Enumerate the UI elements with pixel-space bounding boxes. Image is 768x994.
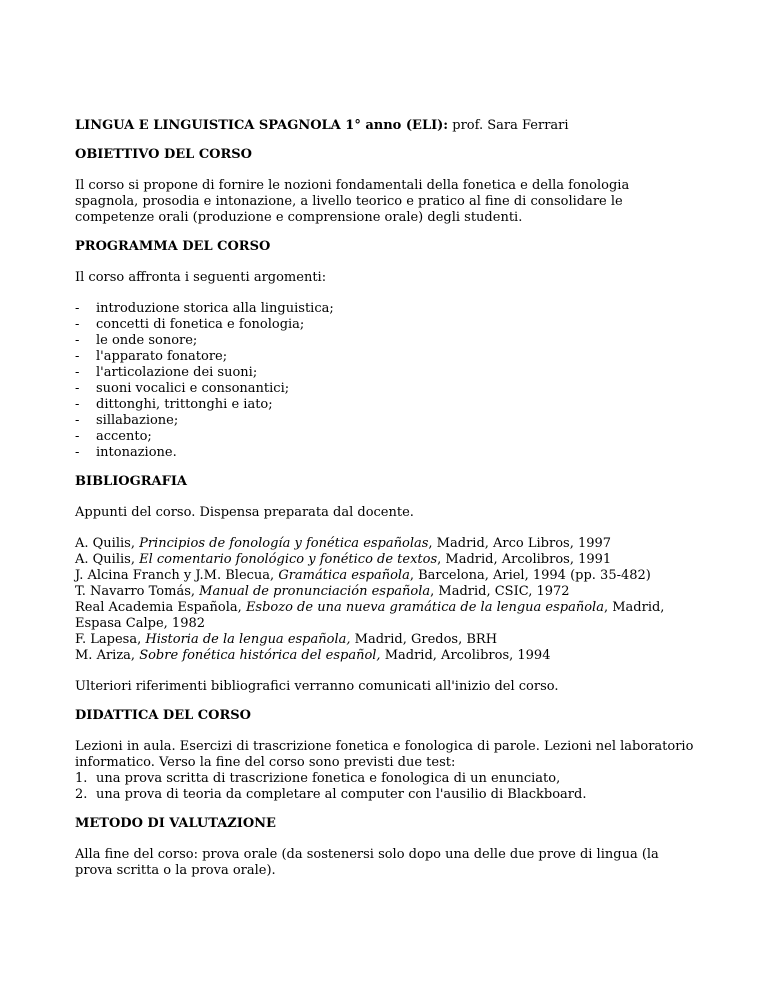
list-item: 1. una prova scritta di trascrizione fonetica e fonologica di un enunciato, bbox=[75, 771, 561, 786]
section-heading-obiettivo: OBIETTIVO DEL CORSO bbox=[75, 147, 253, 162]
list-item: - suoni vocalici e consonantici; bbox=[75, 381, 290, 396]
bullet-dash: - bbox=[75, 333, 80, 348]
section-heading-didattica: DIDATTICA DEL CORSO bbox=[75, 708, 251, 723]
paragraph-line: informatico. Verso la fine del corso sono previsti due test: bbox=[75, 755, 456, 770]
list-item: - le onde sonore; bbox=[75, 333, 198, 348]
paragraph-line: Il corso si propone di fornire le nozioni fondamentali della fonetica e della fonologia bbox=[75, 178, 630, 193]
bibliografia-intro: Appunti del corso. Dispensa preparata dal docente. bbox=[75, 505, 414, 520]
reference-item: Espasa Calpe, 1982 bbox=[75, 616, 206, 631]
list-item: - l'apparato fonatore; bbox=[75, 349, 228, 364]
bullet-dash: - bbox=[75, 317, 80, 332]
bullet-dash: - bbox=[75, 301, 80, 316]
programma-intro: Il corso affronta i seguenti argomenti: bbox=[75, 270, 327, 285]
paragraph-line: Alla fine del corso: prova orale (da sostenersi solo dopo una delle due prove di lingua (la bbox=[75, 847, 659, 862]
bibliografia-note: Ulteriori riferimenti bibliografici verranno comunicati all'inizio del corso. bbox=[75, 679, 559, 694]
bullet-dash: - bbox=[75, 445, 80, 460]
list-item: - concetti di fonetica e fonologia; bbox=[75, 317, 305, 332]
paragraph-line: competenze orali (produzione e comprensione orale) degli studenti. bbox=[75, 210, 523, 225]
bullet-dash: - bbox=[75, 429, 80, 444]
list-item: - introduzione storica alla linguistica; bbox=[75, 301, 334, 316]
list-item: - dittonghi, trittonghi e iato; bbox=[75, 397, 273, 412]
bullet-dash: - bbox=[75, 413, 80, 428]
paragraph-line: Lezioni in aula. Esercizi di trascrizione fonetica e fonologica di parole. Lezioni nel laboratorio bbox=[75, 739, 694, 754]
paragraph-line: prova scritta o la prova orale). bbox=[75, 863, 276, 878]
list-item: 2. una prova di teoria da completare al computer con l'ausilio di Blackboard. bbox=[75, 787, 587, 802]
valutazione-paragraph bbox=[75, 847, 715, 879]
document-page bbox=[75, 118, 715, 879]
reference-item: A. Quilis, El comentario fonológico y fonético de textos, Madrid, Arcolibros, 1991 bbox=[75, 552, 612, 567]
section-heading-bibliografia: BIBLIOGRAFIA bbox=[75, 474, 187, 489]
topics-list bbox=[75, 301, 715, 461]
reference-item: J. Alcina Franch y J.M. Blecua, Gramática española, Barcelona, Ariel, 1994 (pp. 35-482) bbox=[75, 568, 651, 583]
list-item: - sillabazione; bbox=[75, 413, 179, 428]
reference-item: A. Quilis, Principios de fonología y fonética españolas, Madrid, Arco Libros, 1997 bbox=[75, 536, 612, 551]
reference-item: M. Ariza, Sobre fonética histórica del español, Madrid, Arcolibros, 1994 bbox=[75, 648, 551, 663]
didattica-paragraph bbox=[75, 739, 715, 803]
reference-item: Real Academia Española, Esbozo de una nueva gramática de la lengua española, Madrid, bbox=[75, 600, 665, 615]
section-heading-programma: PROGRAMMA DEL CORSO bbox=[75, 239, 271, 254]
reference-item: T. Navarro Tomás, Manual de pronunciación española, Madrid, CSIC, 1972 bbox=[75, 584, 570, 599]
course-header bbox=[75, 118, 715, 134]
course-title: LINGUA E LINGUISTICA SPAGNOLA 1° anno (ELI): bbox=[75, 118, 449, 133]
references-list bbox=[75, 536, 715, 664]
bullet-dash: - bbox=[75, 349, 80, 364]
bullet-dash: - bbox=[75, 397, 80, 412]
reference-item: F. Lapesa, Historia de la lengua española, Madrid, Gredos, BRH bbox=[75, 632, 498, 647]
list-item: - accento; bbox=[75, 429, 152, 444]
professor-name: prof. Sara Ferrari bbox=[448, 118, 569, 133]
bullet-dash: - bbox=[75, 381, 80, 396]
obiettivo-paragraph bbox=[75, 178, 715, 226]
list-item: - intonazione. bbox=[75, 445, 177, 460]
bullet-dash: - bbox=[75, 365, 80, 380]
section-heading-valutazione: METODO DI VALUTAZIONE bbox=[75, 816, 276, 831]
list-item: - l'articolazione dei suoni; bbox=[75, 365, 258, 380]
paragraph-line: spagnola, prosodia e intonazione, a livello teorico e pratico al fine di consolidare le bbox=[75, 194, 623, 209]
